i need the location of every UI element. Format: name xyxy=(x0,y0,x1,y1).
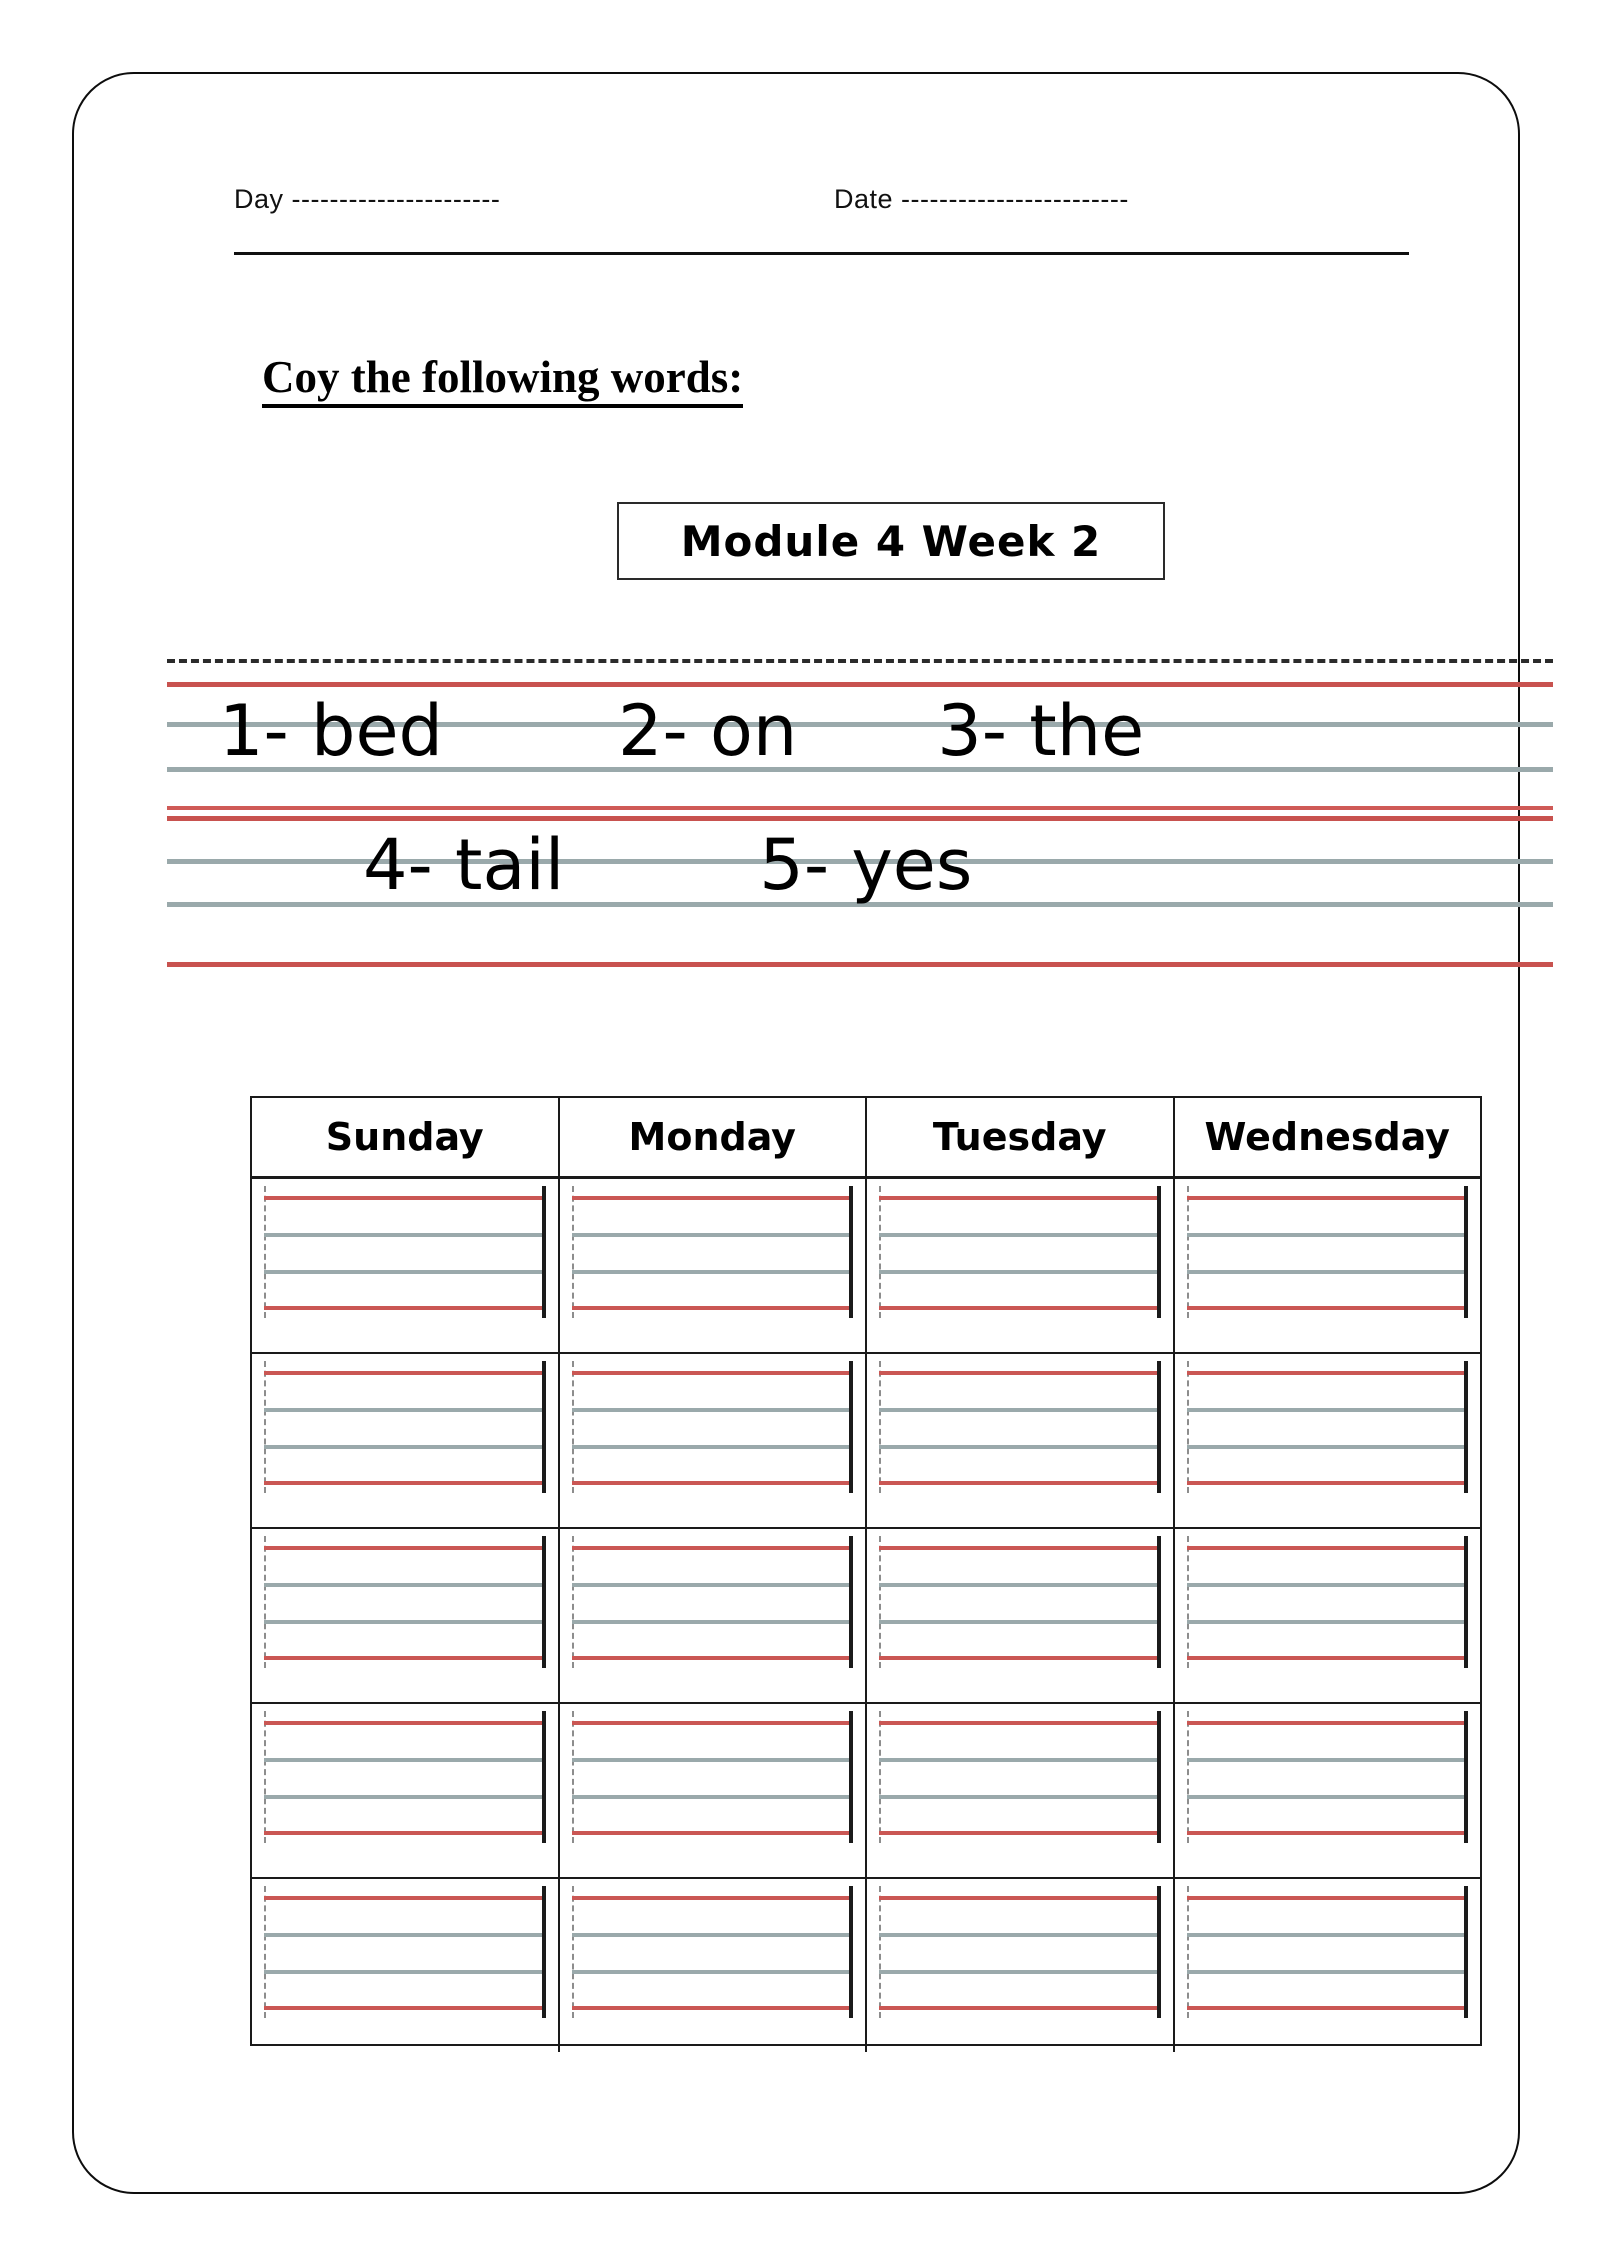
practice-line-red-top xyxy=(879,1721,1161,1725)
practice-line-red-bottom xyxy=(572,1656,854,1660)
practice-line-red-top xyxy=(572,1721,854,1725)
practice-line-red-bottom xyxy=(264,1656,546,1660)
left-margin-dotted-line xyxy=(1187,1886,1189,2018)
practice-line-red-bottom xyxy=(879,2006,1161,2010)
practice-line-red-top xyxy=(264,1196,546,1200)
right-margin-solid-line xyxy=(542,1886,546,2018)
right-margin-solid-line xyxy=(849,1361,853,1493)
practice-line-gray-lower xyxy=(879,1445,1161,1449)
right-margin-solid-line xyxy=(849,1186,853,1318)
practice-line-group xyxy=(572,1896,854,2006)
practice-line-gray-upper xyxy=(264,1933,546,1937)
practice-line-gray-upper xyxy=(572,1583,854,1587)
word-item-2: 2- on xyxy=(617,690,798,772)
table-row xyxy=(252,1179,1480,1354)
practice-cell[interactable] xyxy=(867,1704,1175,1877)
practice-line-red-top xyxy=(264,1546,546,1550)
practice-line-gray-upper xyxy=(879,1583,1161,1587)
column-header-monday xyxy=(560,1098,868,1176)
right-margin-solid-line xyxy=(849,1536,853,1668)
practice-line-red-bottom xyxy=(879,1656,1161,1660)
module-badge-label: Module 4 Week 2 xyxy=(680,516,1102,566)
left-margin-dotted-line xyxy=(572,1361,574,1493)
left-margin-dotted-line xyxy=(879,1361,881,1493)
practice-line-red-top xyxy=(1187,1371,1469,1375)
practice-line-group xyxy=(572,1196,854,1306)
practice-line-gray-lower xyxy=(572,1795,854,1799)
left-margin-dotted-line xyxy=(879,1711,881,1843)
practice-line-gray-lower xyxy=(572,1620,854,1624)
right-margin-solid-line xyxy=(1157,1886,1161,2018)
right-margin-solid-line xyxy=(849,1886,853,2018)
practice-line-red-bottom xyxy=(1187,1656,1469,1660)
practice-cell[interactable] xyxy=(560,1179,868,1352)
practice-line-group xyxy=(1187,1546,1469,1656)
practice-line-gray-lower xyxy=(1187,1270,1469,1274)
practice-line-gray-upper xyxy=(264,1408,546,1412)
page-title: Coy the following words: xyxy=(262,354,743,408)
practice-line-group xyxy=(1187,1896,1469,2006)
left-margin-dotted-line xyxy=(1187,1361,1189,1493)
practice-cell[interactable] xyxy=(1175,1354,1481,1527)
practice-cell[interactable] xyxy=(1175,1179,1481,1352)
table-body xyxy=(252,1179,1480,2052)
practice-cell[interactable] xyxy=(560,1529,868,1702)
practice-line-red-bottom xyxy=(879,1481,1161,1485)
practice-line-red-bottom xyxy=(1187,2006,1469,2010)
right-margin-solid-line xyxy=(542,1536,546,1668)
practice-line-red-top xyxy=(879,1371,1161,1375)
practice-line-red-top xyxy=(1187,1896,1469,1900)
practice-line-red-top xyxy=(879,1896,1161,1900)
practice-line-gray-upper xyxy=(1187,1408,1469,1412)
practice-cell[interactable] xyxy=(560,1354,868,1527)
practice-line-group xyxy=(879,1371,1161,1481)
practice-cell[interactable] xyxy=(867,1354,1175,1527)
left-margin-dotted-line xyxy=(879,1536,881,1668)
practice-line-gray-lower xyxy=(264,1620,546,1624)
right-margin-solid-line xyxy=(1464,1886,1468,2018)
date-field-label: Date ------------------------ xyxy=(834,184,1129,214)
practice-line-gray-upper xyxy=(879,1233,1161,1237)
practice-line-group xyxy=(264,1371,546,1481)
header-fields xyxy=(234,184,1404,246)
column-header-wednesday xyxy=(1175,1098,1481,1176)
word-item-1: 1- bed xyxy=(219,690,443,772)
word-item-3: 3- the xyxy=(937,690,1145,772)
practice-line-group xyxy=(1187,1196,1469,1306)
practice-line-group xyxy=(1187,1371,1469,1481)
practice-line-gray-upper xyxy=(264,1583,546,1587)
left-margin-dotted-line xyxy=(572,1186,574,1318)
practice-line-gray-lower xyxy=(264,1270,546,1274)
guide-line-red-2a xyxy=(167,806,1553,810)
practice-line-red-bottom xyxy=(1187,1306,1469,1310)
practice-line-red-bottom xyxy=(572,1481,854,1485)
practice-line-group xyxy=(879,1721,1161,1831)
column-header-label: Sunday xyxy=(325,1115,484,1159)
left-margin-dotted-line xyxy=(264,1186,266,1318)
table-header-row xyxy=(252,1098,1480,1179)
column-header-label: Tuesday xyxy=(932,1115,1107,1159)
worksheet-page xyxy=(72,72,1520,2194)
practice-line-gray-upper xyxy=(264,1233,546,1237)
practice-line-group xyxy=(264,1546,546,1656)
practice-line-group xyxy=(572,1371,854,1481)
column-header-sunday xyxy=(252,1098,560,1176)
guide-line-red-2b xyxy=(167,816,1553,821)
practice-line-red-bottom xyxy=(264,1831,546,1835)
practice-line-gray-upper xyxy=(879,1408,1161,1412)
practice-line-group xyxy=(879,1546,1161,1656)
practice-cell[interactable] xyxy=(1175,1879,1481,2052)
practice-line-group xyxy=(264,1896,546,2006)
practice-line-gray-upper xyxy=(879,1933,1161,1937)
table-row xyxy=(252,1354,1480,1529)
left-margin-dotted-line xyxy=(572,1536,574,1668)
day-field-label: Day ---------------------- xyxy=(234,184,501,214)
practice-line-gray-lower xyxy=(1187,1445,1469,1449)
practice-line-gray-lower xyxy=(572,1445,854,1449)
practice-line-gray-lower xyxy=(879,1270,1161,1274)
word-line-1 xyxy=(167,690,1553,772)
column-header-label: Wednesday xyxy=(1204,1115,1450,1159)
right-margin-solid-line xyxy=(1157,1186,1161,1318)
practice-line-red-bottom xyxy=(1187,1481,1469,1485)
practice-cell[interactable] xyxy=(560,1879,868,2052)
practice-cell[interactable] xyxy=(252,1179,560,1352)
practice-line-red-bottom xyxy=(264,1306,546,1310)
practice-line-gray-upper xyxy=(1187,1758,1469,1762)
word-item-4: 4- tail xyxy=(363,824,565,906)
header-divider xyxy=(234,252,1409,255)
table-row xyxy=(252,1879,1480,2052)
practice-line-red-top xyxy=(1187,1196,1469,1200)
practice-line-gray-lower xyxy=(264,1445,546,1449)
right-margin-solid-line xyxy=(1464,1536,1468,1668)
practice-line-red-bottom xyxy=(572,1306,854,1310)
practice-line-gray-lower xyxy=(264,1970,546,1974)
practice-line-red-top xyxy=(572,1371,854,1375)
practice-line-gray-lower xyxy=(879,1970,1161,1974)
practice-line-gray-upper xyxy=(879,1758,1161,1762)
practice-line-red-top xyxy=(572,1546,854,1550)
practice-line-gray-lower xyxy=(1187,1620,1469,1624)
right-margin-solid-line xyxy=(542,1711,546,1843)
practice-table xyxy=(250,1096,1482,2046)
left-margin-dotted-line xyxy=(1187,1536,1189,1668)
handwriting-band xyxy=(167,634,1553,979)
left-margin-dotted-line xyxy=(879,1886,881,2018)
practice-line-gray-upper xyxy=(1187,1233,1469,1237)
practice-cell[interactable] xyxy=(560,1704,868,1877)
practice-cell[interactable] xyxy=(1175,1704,1481,1877)
practice-cell[interactable] xyxy=(252,1529,560,1702)
practice-line-gray-upper xyxy=(572,1933,854,1937)
guide-line-dotted-top xyxy=(167,659,1553,663)
practice-line-red-top xyxy=(1187,1546,1469,1550)
practice-line-red-top xyxy=(572,1896,854,1900)
practice-line-red-top xyxy=(572,1196,854,1200)
practice-line-gray-lower xyxy=(572,1270,854,1274)
practice-line-gray-lower xyxy=(879,1795,1161,1799)
practice-line-gray-lower xyxy=(1187,1970,1469,1974)
left-margin-dotted-line xyxy=(264,1536,266,1668)
right-margin-solid-line xyxy=(1157,1536,1161,1668)
practice-cell[interactable] xyxy=(1175,1529,1481,1702)
practice-line-red-top xyxy=(264,1371,546,1375)
practice-line-group xyxy=(572,1546,854,1656)
practice-line-gray-lower xyxy=(879,1620,1161,1624)
practice-line-gray-upper xyxy=(264,1758,546,1762)
practice-cell[interactable] xyxy=(252,1879,560,2052)
practice-line-red-bottom xyxy=(879,1306,1161,1310)
guide-line-red-1 xyxy=(167,682,1553,687)
practice-line-group xyxy=(879,1896,1161,2006)
practice-line-red-bottom xyxy=(879,1831,1161,1835)
left-margin-dotted-line xyxy=(264,1361,266,1493)
left-margin-dotted-line xyxy=(264,1886,266,2018)
right-margin-solid-line xyxy=(1157,1361,1161,1493)
right-margin-solid-line xyxy=(542,1361,546,1493)
column-header-label: Monday xyxy=(628,1115,796,1159)
practice-line-red-top xyxy=(264,1896,546,1900)
column-header-tuesday xyxy=(867,1098,1175,1176)
practice-line-gray-lower xyxy=(264,1795,546,1799)
practice-line-red-bottom xyxy=(1187,1831,1469,1835)
practice-line-gray-lower xyxy=(1187,1795,1469,1799)
practice-line-red-bottom xyxy=(572,1831,854,1835)
practice-line-group xyxy=(264,1196,546,1306)
practice-line-red-bottom xyxy=(264,2006,546,2010)
practice-cell[interactable] xyxy=(252,1354,560,1527)
right-margin-solid-line xyxy=(1464,1186,1468,1318)
practice-line-gray-upper xyxy=(572,1408,854,1412)
left-margin-dotted-line xyxy=(1187,1186,1189,1318)
left-margin-dotted-line xyxy=(879,1186,881,1318)
practice-line-gray-upper xyxy=(1187,1933,1469,1937)
right-margin-solid-line xyxy=(1157,1711,1161,1843)
right-margin-solid-line xyxy=(542,1186,546,1318)
practice-line-group xyxy=(879,1196,1161,1306)
guide-line-red-3 xyxy=(167,962,1553,967)
practice-line-red-top xyxy=(879,1546,1161,1550)
practice-line-group xyxy=(264,1721,546,1831)
practice-line-red-bottom xyxy=(572,2006,854,2010)
practice-line-gray-upper xyxy=(1187,1583,1469,1587)
practice-cell[interactable] xyxy=(252,1704,560,1877)
right-margin-solid-line xyxy=(849,1711,853,1843)
practice-line-red-top xyxy=(264,1721,546,1725)
practice-line-gray-lower xyxy=(572,1970,854,1974)
right-margin-solid-line xyxy=(1464,1711,1468,1843)
practice-cell[interactable] xyxy=(867,1179,1175,1352)
left-margin-dotted-line xyxy=(264,1711,266,1843)
practice-line-group xyxy=(572,1721,854,1831)
practice-cell[interactable] xyxy=(867,1529,1175,1702)
table-row xyxy=(252,1704,1480,1879)
practice-cell[interactable] xyxy=(867,1879,1175,2052)
practice-line-gray-upper xyxy=(572,1233,854,1237)
left-margin-dotted-line xyxy=(1187,1711,1189,1843)
word-line-2 xyxy=(167,824,1553,906)
practice-line-group xyxy=(1187,1721,1469,1831)
practice-line-gray-upper xyxy=(572,1758,854,1762)
left-margin-dotted-line xyxy=(572,1886,574,2018)
practice-line-red-top xyxy=(1187,1721,1469,1725)
right-margin-solid-line xyxy=(1464,1361,1468,1493)
left-margin-dotted-line xyxy=(572,1711,574,1843)
word-item-5: 5- yes xyxy=(759,824,973,906)
table-row xyxy=(252,1529,1480,1704)
practice-line-red-bottom xyxy=(264,1481,546,1485)
practice-line-red-top xyxy=(879,1196,1161,1200)
module-badge xyxy=(617,502,1165,580)
